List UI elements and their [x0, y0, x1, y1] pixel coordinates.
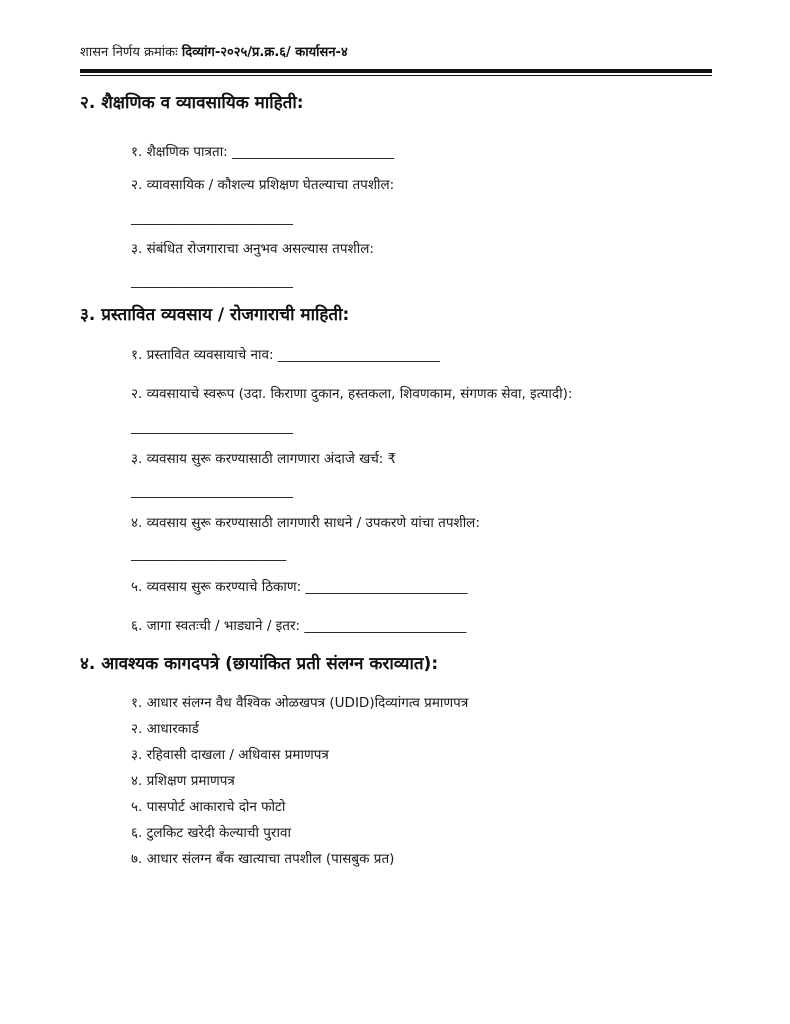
fill-blank: ________________________ — [277, 347, 440, 363]
section-heading-documents: ४. आवश्यक कागदपत्रे (छायांकित प्रती संलग्न कराव्यात): — [80, 654, 439, 674]
field-employment-experience-label: ३. संबंधित रोजगाराचा अनुभव असल्यास तपशील: — [131, 241, 374, 257]
document-item: ३. रहिवासी दाखला / अधिवास प्रमाणपत्र — [131, 747, 329, 763]
field-equipment-blank: _______________________ — [131, 546, 287, 562]
field-employment-experience-blank: ________________________ — [131, 273, 293, 289]
document-item: ७. आधार संलग्न बँक खात्याचा तपशील (पासबुक प्रत) — [131, 851, 395, 867]
field-label: १. प्रस्तावित व्यवसायाचे नाव: — [131, 347, 278, 363]
field-business-name — [131, 344, 440, 366]
field-business-nature-label: २. व्यवसायाचे स्वरूप (उदा. किराणा दुकान, हस्तकला, शिवणकाम, संगणक सेवा, इत्यादी): — [131, 386, 573, 402]
document-item: ५. पासपोर्ट आकाराचे दोन फोटो — [131, 799, 286, 815]
field-vocational-training-blank: ________________________ — [131, 210, 293, 226]
header-reference-number: दिव्यांग-२०२५/प्र.क्र.६/ कार्यासन-४ — [181, 45, 348, 60]
field-premises-ownership — [131, 615, 466, 637]
field-estimated-cost-blank: ________________________ — [131, 483, 293, 499]
fill-blank: ________________________ — [232, 144, 395, 160]
field-equipment-label: ४. व्यवसाय सुरू करण्यासाठी लागणारी साधने / उपकरणे यांचा तपशील: — [131, 515, 480, 531]
fill-blank: ________________________ — [305, 579, 468, 595]
field-business-nature-blank: ________________________ — [131, 419, 293, 435]
document-header — [80, 40, 712, 66]
fill-blank: ________________________ — [304, 618, 467, 634]
section-heading-education: २. शैक्षणिक व व्यावसायिक माहिती: — [80, 93, 304, 113]
field-business-location — [131, 576, 468, 598]
field-vocational-training-label: २. व्यावसायिक / कौशल्य प्रशिक्षण घेतल्याचा तपशील: — [131, 177, 395, 193]
header-rule-thick — [80, 69, 712, 73]
field-label: ५. व्यवसाय सुरू करण्याचे ठिकाण: — [131, 579, 306, 595]
document-item: १. आधार संलग्न वैध वैश्विक ओळखपत्र (UDID)दिव्यांगत्व प्रमाणपत्र — [131, 695, 469, 711]
field-estimated-cost-label: ३. व्यवसाय सुरू करण्यासाठी लागणारा अंदाजे खर्च: ₹ — [131, 451, 397, 467]
header-prefix: शासन निर्णय क्रमांकः — [80, 45, 182, 60]
header-rule-thin — [80, 75, 712, 76]
document-item: ४. प्रशिक्षण प्रमाणपत्र — [131, 773, 235, 789]
field-label: १. शैक्षणिक पात्रता: — [131, 144, 233, 160]
document-item: ६. टुलकिट खरेदी केल्याची पुरावा — [131, 825, 291, 841]
field-educational-qualification — [131, 141, 394, 163]
section-heading-business: ३. प्रस्तावित व्यवसाय / रोजगाराची माहिती: — [80, 305, 350, 325]
document-item: २. आधारकार्ड — [131, 721, 199, 737]
field-label: ६. जागा स्वतःची / भाड्याने / इतर: — [131, 618, 305, 634]
